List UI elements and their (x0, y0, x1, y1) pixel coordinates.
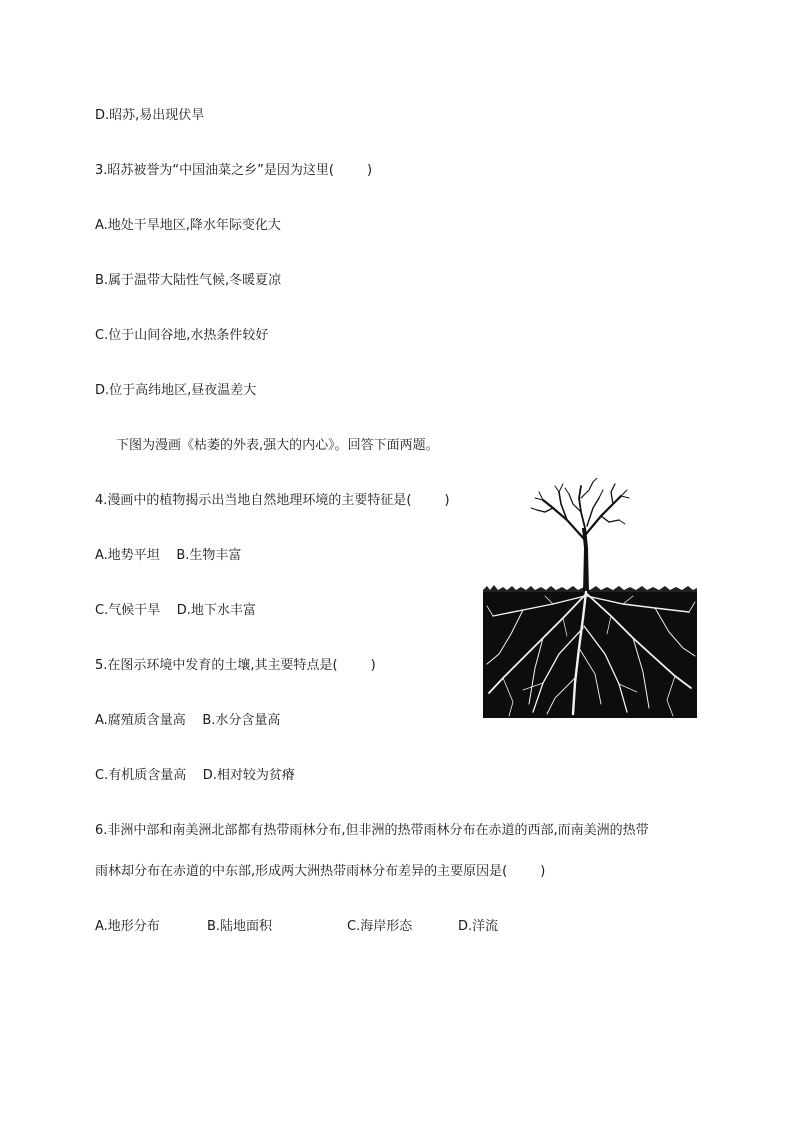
q3-option-b: B.属于温带大陆性气候,冬暖夏凉 (95, 273, 282, 288)
q3-option-c: C.位于山间谷地,水热条件较好 (95, 328, 269, 343)
question-6-line-1: 6.非洲中部和南美洲北部都有热带雨林分布,但非洲的热带雨林分布在赤道的西部,而南美洲的热带 (95, 823, 649, 838)
question-6-line-2: 雨林却分布在赤道的中东部,形成两大洲热带雨林分布差异的主要原因是( ) (95, 864, 546, 879)
line-prev-option-d: D.昭苏,易出现伏旱 (95, 108, 205, 123)
question-5: 5.在图示环境中发育的土壤,其主要特点是( ) (95, 658, 376, 673)
q4-options-cd: C.气候干旱 D.地下水丰富 (95, 603, 256, 618)
q6-option-a: A.地形分布 (95, 919, 160, 934)
q6-option-d: D.洋流 (458, 919, 499, 934)
q4-options-ab: A.地势平坦 B.生物丰富 (95, 548, 242, 563)
question-3: 3.昭苏被誉为“中国油菜之乡”是因为这里( ) (95, 163, 373, 178)
q3-option-a: A.地处干旱地区,降水年际变化大 (95, 218, 281, 233)
cartoon-intro: 下图为漫画《枯萎的外表,强大的内心》。回答下面两题。 (116, 438, 439, 453)
question-4: 4.漫画中的植物揭示出当地自然地理环境的主要特征是( ) (95, 493, 450, 508)
q6-option-c: C.海岸形态 (347, 919, 413, 934)
q3-option-d: D.位于高纬地区,昼夜温差大 (95, 383, 257, 398)
q5-options-cd: C.有机质含量高 D.相对较为贫瘠 (95, 768, 295, 783)
q5-options-ab: A.腐殖质含量高 B.水分含量高 (95, 713, 281, 728)
withered-tree-cartoon (483, 478, 697, 718)
q6-options (95, 917, 498, 937)
q6-option-b: B.陆地面积 (207, 919, 273, 934)
